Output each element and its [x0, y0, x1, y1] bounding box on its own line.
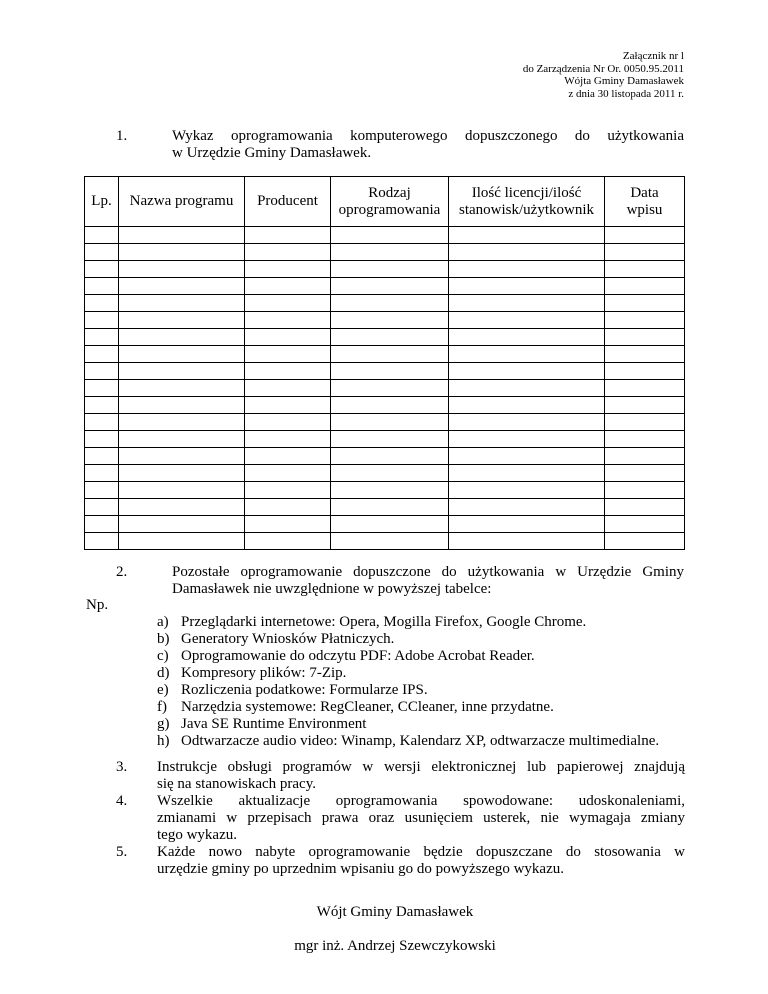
software-list — [157, 614, 685, 750]
signature-name: mgr inż. Andrzej Szewczykowski — [294, 938, 496, 954]
section-4-text-line-2: zmianami w przepisach prawa oraz usunięciem usterek, nie wymagaja zmiany — [157, 810, 685, 826]
table-row — [85, 533, 685, 550]
section-1-title — [172, 128, 684, 162]
list-item: h) Odtwarzacze audio video: Winamp, Kalendarz XP, odtwarzacze multimedialne. — [157, 733, 660, 749]
section-4-text-line-3: tego wykazu. — [157, 827, 237, 843]
section-2-text-line-2: Damasławek nie uwzględnione w powyższej tabelce: — [172, 581, 492, 597]
table-row — [85, 516, 685, 533]
section-1-title-line-1: Wykaz oprogramowania komputerowego dopuszczonego do użytkowania — [172, 128, 684, 144]
section-1-title-line-2: w Urzędzie Gminy Damasławek. — [172, 145, 372, 161]
table-row — [85, 261, 685, 278]
header-date: Data wpisu — [605, 177, 685, 227]
section-3-text-line-2: się na stanowiskach pracy. — [157, 776, 316, 792]
list-item: g) Java SE Runtime Environment — [157, 716, 367, 732]
table-row — [85, 431, 685, 448]
header-line-4: z dnia 30 listopada 2011 r. — [568, 87, 684, 100]
header-type: Rodzaj oprogramowania — [331, 177, 449, 227]
list-item: d) Kompresory plików: 7-Zip. — [157, 665, 347, 681]
table-row — [85, 465, 685, 482]
attachment-header — [523, 50, 684, 100]
section-2-number: 2. — [116, 564, 128, 580]
section-4-number: 4. — [116, 793, 128, 809]
section-3-text-line-1: Instrukcje obsługi programów w wersji elektronicznej lub papierowej znajdują — [157, 759, 685, 775]
list-item: a) Przeglądarki internetowe: Opera, Mogilla Firefox, Google Chrome. — [157, 614, 587, 630]
list-item: c) Oprogramowanie do odczytu PDF: Adobe Acrobat Reader. — [157, 648, 535, 664]
header-licenses: Ilość licencji/ilość stanowisk/użytkownik — [449, 177, 605, 227]
table-row — [85, 448, 685, 465]
table-row — [85, 278, 685, 295]
header-producer: Producent — [245, 177, 331, 227]
table-row — [85, 295, 685, 312]
section-3-number: 3. — [116, 759, 128, 775]
table-row — [85, 482, 685, 499]
header-name: Nazwa programu — [119, 177, 245, 227]
table-row — [85, 227, 685, 244]
header-line-2: do Zarządzenia Nr Or. 0050.95.2011 — [522, 62, 684, 75]
header-lp: Lp. — [85, 177, 119, 227]
section-4-text — [157, 793, 685, 844]
section-1-number: 1. — [116, 128, 128, 144]
section-5-text-line-2: urzędzie gminy po uprzednim wpisaniu go do powyższego wykazu. — [157, 861, 564, 877]
section-5-text-line-1: Każde nowo nabyte oprogramowanie będzie dopuszczane do stosowania w — [157, 844, 685, 860]
section-3-text — [157, 759, 685, 793]
table-row — [85, 380, 685, 397]
software-table — [84, 176, 685, 550]
header-line-1: Załącznik nr l — [622, 50, 684, 62]
table-row — [85, 499, 685, 516]
np-label: Np. — [86, 597, 109, 613]
table-header-row — [85, 177, 685, 227]
table-row — [85, 312, 685, 329]
list-item: e) Rozliczenia podatkowe: Formularze IPS. — [157, 682, 428, 698]
section-2-text-line-1: Pozostałe oprogramowanie dopuszczone do użytkowania w Urzędzie Gminy — [172, 564, 684, 580]
header-line-3: Wójta Gminy Damasławek — [564, 75, 684, 87]
table-row — [85, 414, 685, 431]
list-item: f) Narzędzia systemowe: RegCleaner, CCleaner, inne przydatne. — [157, 699, 554, 715]
table-row — [85, 363, 685, 380]
section-5-number: 5. — [116, 844, 128, 860]
table-row — [85, 329, 685, 346]
signature-title: Wójt Gminy Damasławek — [316, 904, 474, 920]
section-5-text — [157, 844, 685, 878]
list-item: b) Generatory Wniosków Płatniczych. — [157, 631, 395, 647]
section-4-text-line-1: Wszelkie aktualizacje oprogramowania spowodowane: udoskonaleniami, — [157, 793, 685, 809]
table-row — [85, 397, 685, 414]
section-2-text — [172, 564, 684, 598]
table-row — [85, 244, 685, 261]
table-row — [85, 346, 685, 363]
